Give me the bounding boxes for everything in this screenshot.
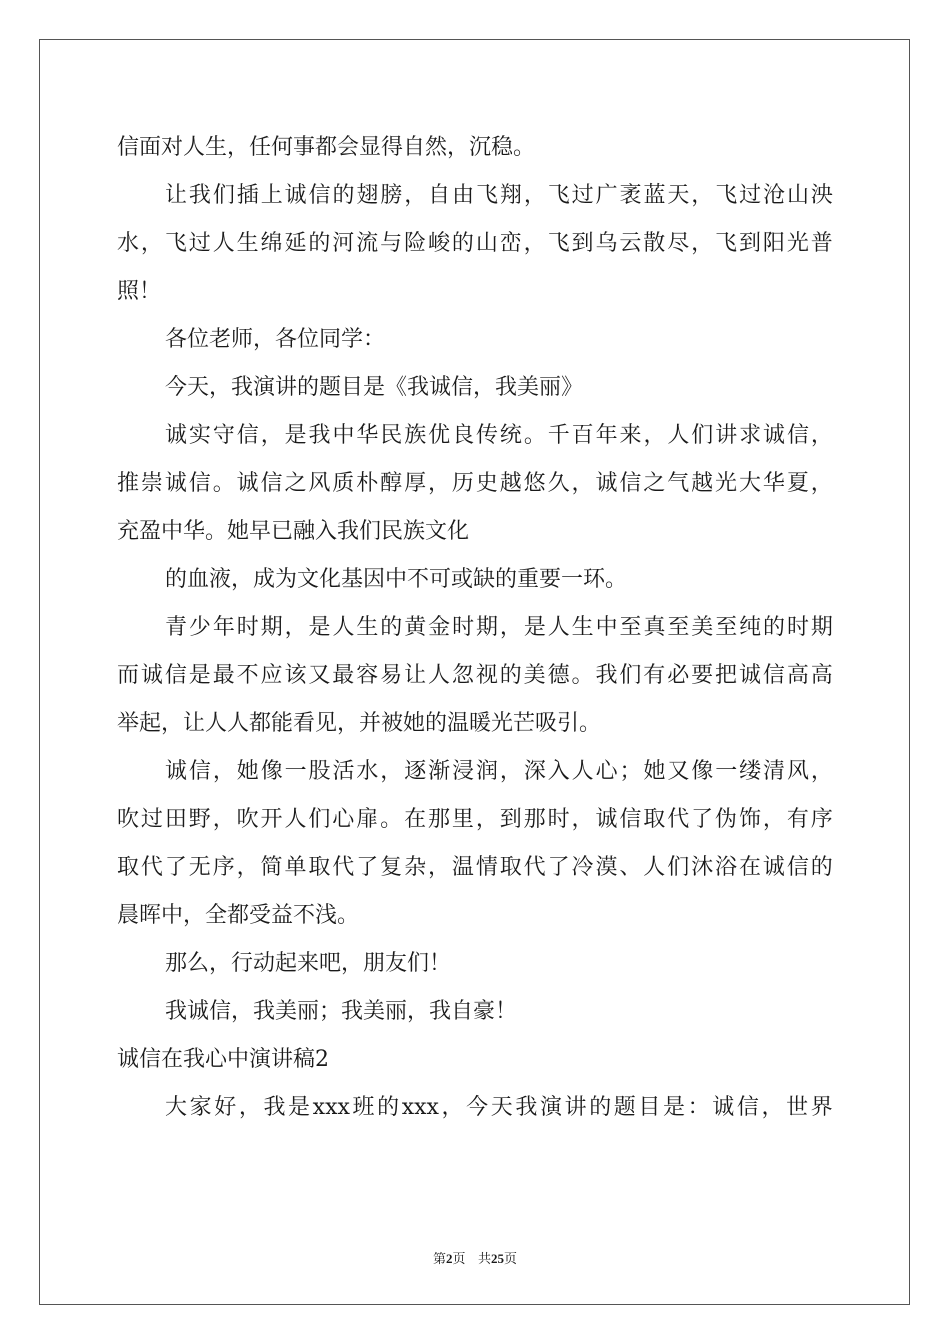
text-line: 而 诚 信 是 最 不 应 该 又 最 容 易 让 人 忽 视 的 美 德 。 我 们 有 必 要 把 诚 信 高 高 — [117, 663, 833, 688]
text-line: 水 ， 飞 过 人 生 绵 延 的 河 流 与 险 峻 的 山 峦 ， 飞 到 乌 云 散 尽 ， 飞 到 阳 光 普 — [117, 231, 833, 256]
footer-prefix: 第 — [433, 1252, 447, 1267]
text-line: 大 家 好 ， 我 是 xxx 班 的 xxx ， 今 天 我 演 讲 的 题 目 是 ： 诚 信 ， 世 界 — [165, 1095, 833, 1120]
text-line: 诚 信 ， 她 像 一 股 活 水 ， 逐 渐 浸 润 ， 深 入 人 心 ； 她 又 像 一 缕 清 风 ， — [165, 759, 833, 784]
text-line: 吹 过 田 野 ， 吹 开 人 们 心 扉 。 在 那 里 ， 到 那 时 ， 诚 信 取 代 了 伪 饰 ， 有 序 — [117, 807, 833, 832]
text-line: 推 崇 诚 信 。 诚 信 之 风 质 朴 醇 厚 ， 历 史 越 悠 久 ， 诚 信 之 气 越 光 大 华 夏 ， — [117, 471, 833, 496]
document-body — [117, 124, 833, 1132]
text-line: 那么，行动起来吧，朋友们！ — [165, 951, 452, 976]
text-line: 青 少 年 时 期 ， 是 人 生 的 黄 金 时 期 ， 是 人 生 中 至 真 至 美 至 纯 的 时 期 — [165, 615, 833, 640]
text-line: 照！ — [117, 279, 162, 304]
footer-mid: 页 共 — [452, 1252, 491, 1267]
text-line: 让 我 们 插 上 诚 信 的 翅 膀 ， 自 由 飞 翔 ， 飞 过 广 袤 蓝 天 ， 飞 过 沧 山 泱 — [165, 183, 833, 208]
text-line: 举起，让人人都能看见，并被她的温暖光芒吸引。 — [117, 711, 602, 736]
text-line: 的血液，成为文化基因中不可或缺的重要一环。 — [165, 567, 628, 592]
text-line: 今天，我演讲的题目是《我诚信，我美丽》 — [165, 375, 584, 400]
footer-total-pages: 25 — [490, 1251, 504, 1266]
text-line: 取 代 了 无 序 ， 简 单 取 代 了 复 杂 ， 温 情 取 代 了 冷 漠 、 人 们 沐 浴 在 诚 信 的 — [117, 855, 833, 880]
text-line: 信面对人生，任何事都会显得自然，沉稳。 — [117, 135, 536, 160]
text-line: 各位老师，各位同学： — [165, 327, 386, 352]
text-line: 诚 实 守 信 ， 是 我 中 华 民 族 优 良 传 统 。 千 百 年 来 ， 人 们 讲 求 诚 信 ， — [165, 423, 833, 448]
text-line: 晨晖中，全都受益不浅。 — [117, 903, 360, 928]
section-heading: 诚信在我心中演讲稿2 — [117, 1047, 329, 1072]
text-line: 充盈中华。她早已融入我们民族文化 — [117, 519, 470, 544]
text-line: 我诚信，我美丽；我美丽，我自豪！ — [165, 999, 518, 1024]
footer-suffix: 页 — [503, 1252, 517, 1267]
page-footer — [0, 1248, 950, 1267]
footer-page-number: 2 — [446, 1251, 453, 1266]
